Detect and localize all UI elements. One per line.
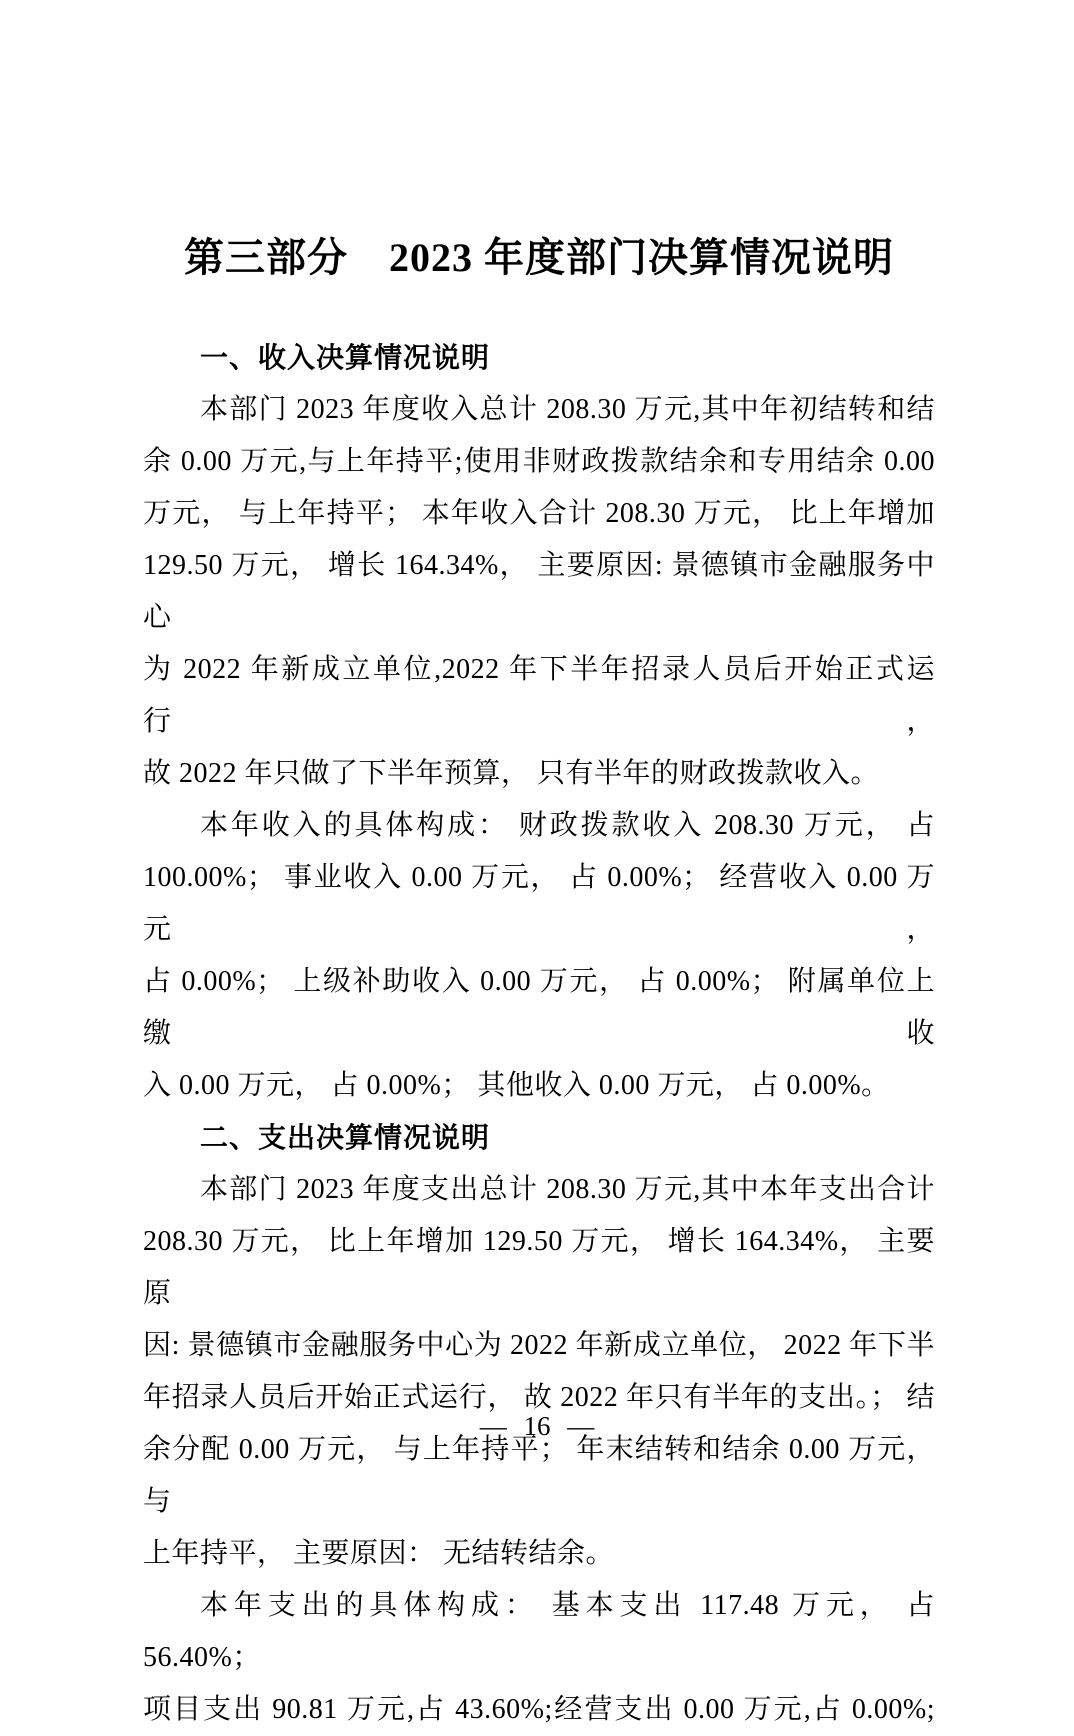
paragraph-expenditure-total [143,1164,935,1580]
text-line: 余分配 0.00 万元， 与上年持平； 年末结转和结余 0.00 万元， 与 [143,1434,935,1517]
text-line: 年招录人员后开始正式运行， 故 2022 年只有半年的支出。； 结 [143,1382,935,1413]
text-line: 为 2022 年新成立单位,2022 年下半年招录人员后开始正式运行， [143,654,935,737]
paragraph-income-total [143,384,935,800]
text-line: 本部门 2023 年度收入总计 208.30 万元,其中年初结转和结 [200,394,935,425]
text-line: 100.00%； 事业收入 0.00 万元， 占 0.00%； 经营收入 0.00 万元， [143,862,935,945]
text-line: 占 0.00%； 上级补助收入 0.00 万元， 占 0.00%； 附属单位上缴收 [143,966,935,1049]
section-heading-expenditure: 二、支出决算情况说明 [200,1122,491,1153]
text-line: 本部门 2023 年度支出总计 208.30 万元,其中本年支出合计 [200,1174,935,1205]
text-line: 余 0.00 万元,与上年持平;使用非财政拨款结余和专用结余 0.00 [143,446,935,477]
text-line: 本年收入的具体构成： 财政拨款收入 208.30 万元， 占 [200,810,935,841]
text-line: 因: 景德镇市金融服务中心为 2022 年新成立单位， 2022 年下半 [143,1330,935,1361]
text-line: 入 0.00 万元， 占 0.00%； 其他收入 0.00 万元， 占 0.00%。 [143,1070,890,1101]
section-heading-income: 一、收入决算情况说明 [200,342,491,373]
text-line: 故 2022 年只做了下半年预算， 只有半年的财政拨款收入。 [143,758,880,789]
text-line: 万元， 与上年持平； 本年收入合计 208.30 万元， 比上年增加 [143,498,935,529]
text-line: 208.30 万元， 比上年增加 129.50 万元， 增长 164.34%， 主要原 [143,1226,935,1309]
text-line: 本年支出的具体构成： 基本支出 117.48 万元， 占 56.40%； [143,1590,935,1673]
document-title: 第三部分 2023 年度部门决算情况说明 [184,235,894,280]
text-line: 项目支出 90.81 万元,占 43.60%;经营支出 0.00 万元,占 0.00%; [143,1694,935,1725]
page-number: — 16 — [479,1411,595,1441]
text-line: 上年持平， 主要原因： 无结转结余。 [143,1538,615,1569]
text-line: 129.50 万元， 增长 164.34%， 主要原因: 景德镇市金融服务中心 [143,550,935,633]
paragraph-income-composition [143,800,935,1112]
paragraph-expenditure-composition [143,1580,935,1736]
